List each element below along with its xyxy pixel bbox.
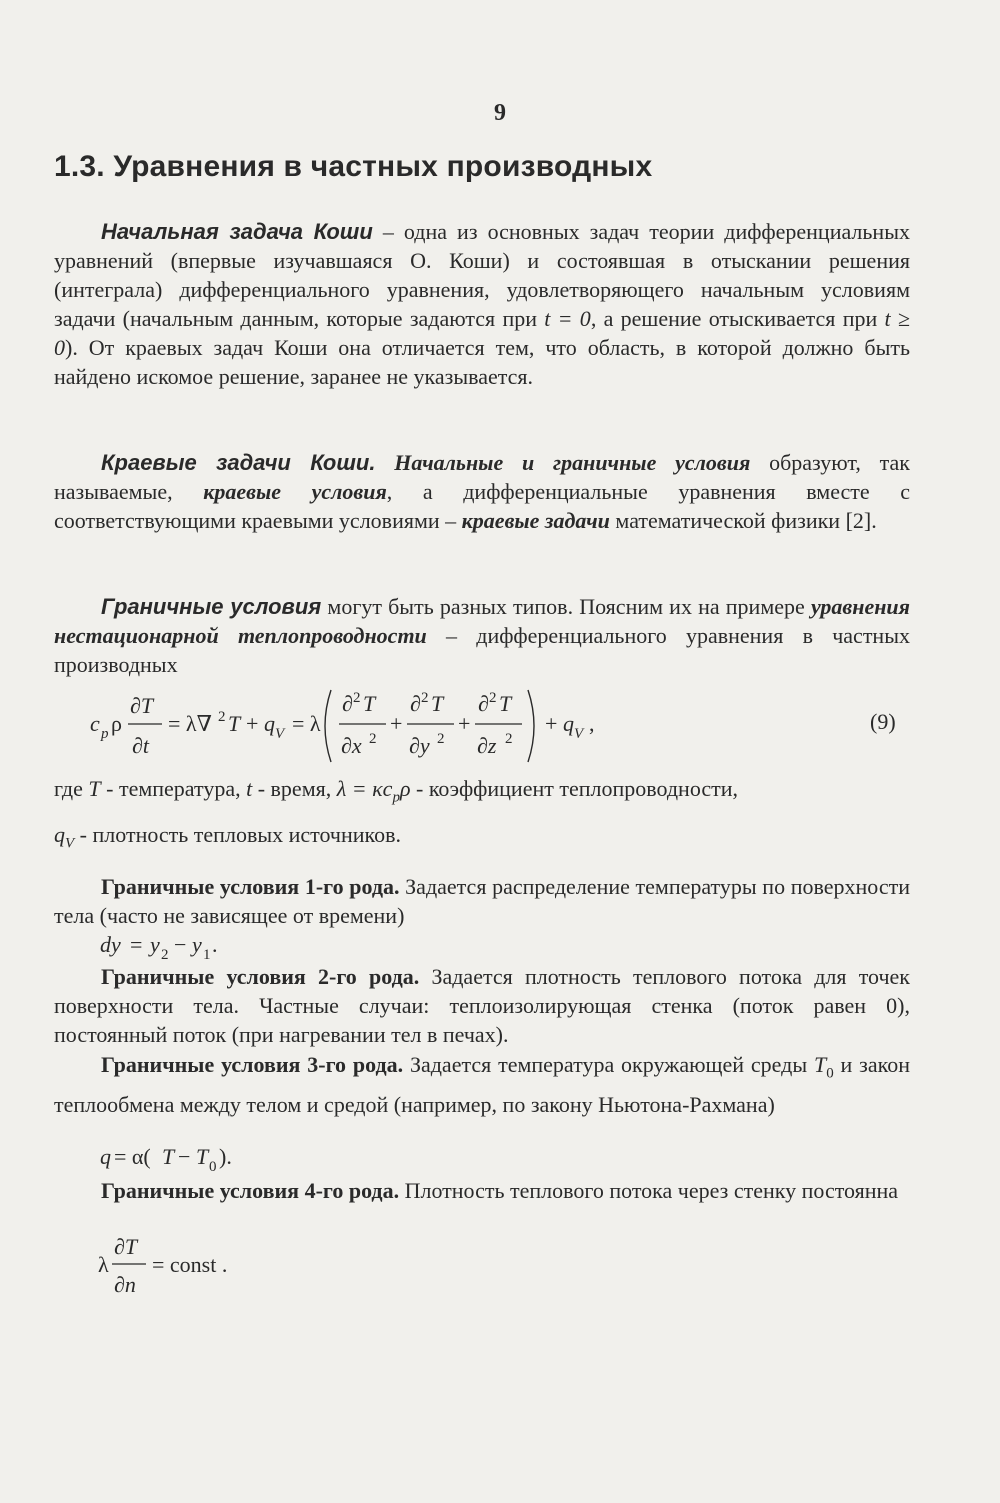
svg-text:+: + bbox=[545, 711, 558, 736]
svg-text:y: y bbox=[150, 932, 160, 957]
svg-text:q: q bbox=[563, 711, 574, 736]
bc2-label: Граничные условия 2-го рода. bbox=[101, 964, 420, 989]
term-boundary-conditions: краевые условия bbox=[203, 479, 387, 504]
term-boundary-conditions-types: Граничные условия bbox=[101, 594, 322, 619]
svg-text:.: . bbox=[212, 932, 218, 957]
term-heat-equation: уравнения нестационарной теплопроводности bbox=[54, 594, 911, 648]
svg-text:λ: λ bbox=[98, 1252, 109, 1277]
svg-text:+: + bbox=[390, 711, 403, 736]
svg-text:dy: dy bbox=[100, 932, 121, 957]
paragraph-bc1: Граничные условия 1-го рода. Задается распределение температуры по поверхности тела (часто не зависящее от времени) bbox=[54, 874, 910, 928]
bc4-label: Граничные условия 4-го рода. bbox=[101, 1178, 400, 1203]
paragraph-boundary-problems: Краевые задачи Коши. Начальные и граничные условия образуют, так называемые, краевые условия, а дифференциальные уравнения вместе с соответствующими краевыми условиями – краевые задачи математической физики [2]. bbox=[54, 450, 911, 533]
paragraph-where: где T - температура, t - время, $\lambda = \kappa c_p\rho$ - коэффициент теплопроводности, $q_V$ - плотность тепловых источников. bbox=[54, 776, 739, 852]
svg-text:1: 1 bbox=[203, 947, 211, 962]
svg-text:p: p bbox=[101, 726, 109, 742]
svg-text:2: 2 bbox=[437, 731, 445, 747]
svg-text:2: 2 bbox=[421, 690, 429, 706]
svg-text:c: c bbox=[90, 711, 100, 736]
svg-text:∂T: ∂T bbox=[114, 1234, 138, 1259]
svg-text:∂x: ∂x bbox=[341, 733, 362, 758]
section-title: 1.3. Уравнения в частных производных bbox=[54, 150, 653, 183]
paragraph-cauchy-initial: Начальная задача Коши – одна из основных задач теории дифференциальных уравнений (впервые изучавшаяся О. Коши) и состоявшая в отыскании решения (интеграла) дифференциального уравнения, удовлетворяющего начальным условиям задачи (начальным данным, которые задаются при t = 0, а решение отыскивается при t ≥ 0). От краевых задач Коши она отличается тем, что область, в которой должно быть найдено искомое решение, заранее не указывается. bbox=[54, 219, 910, 389]
svg-text:= λ∇: = λ∇ bbox=[168, 711, 212, 736]
svg-text:2: 2 bbox=[369, 731, 377, 747]
svg-text:−: − bbox=[178, 1144, 191, 1169]
svg-text:∂n: ∂n bbox=[114, 1272, 136, 1297]
svg-text:V: V bbox=[574, 726, 584, 742]
svg-text:+: + bbox=[458, 711, 471, 736]
svg-text:=: = bbox=[130, 932, 143, 957]
svg-text:∂: ∂ bbox=[478, 691, 489, 716]
formula-const-flux bbox=[98, 1232, 278, 1298]
bc3-label: Граничные условия 3-го рода. bbox=[101, 1052, 404, 1077]
svg-text:∂T: ∂T bbox=[130, 693, 154, 718]
svg-text:+: + bbox=[246, 711, 259, 736]
paragraph-bc2: Граничные условия 2-го рода. Задается плотность теплового потока для точек поверхности тела. Частные случаи: теплоизолирующая стенка (поток равен 0), постоянный поток (при нагревании тел в печах). bbox=[54, 964, 910, 1047]
svg-text:T: T bbox=[363, 691, 376, 716]
equation-number: (9) bbox=[870, 709, 896, 734]
svg-text:T: T bbox=[499, 691, 512, 716]
svg-text:q: q bbox=[264, 711, 275, 736]
svg-text:).: ). bbox=[219, 1144, 232, 1169]
svg-text:∂: ∂ bbox=[410, 691, 421, 716]
paragraph-boundary-conditions: Граничные условия могут быть разных типов. Поясним их на примере уравнения нестационарной теплопроводности – дифференциального уравнения в частных производных bbox=[54, 594, 911, 677]
svg-text:q: q bbox=[100, 1144, 111, 1169]
svg-text:2: 2 bbox=[489, 690, 497, 706]
term-initial-boundary-conditions: Начальные и граничные условия bbox=[394, 450, 751, 475]
heat-equation bbox=[90, 682, 650, 766]
svg-text:∂y: ∂y bbox=[409, 733, 430, 758]
svg-text:∂: ∂ bbox=[342, 691, 353, 716]
svg-text:T: T bbox=[196, 1144, 209, 1169]
svg-text:ρ: ρ bbox=[111, 711, 122, 736]
math-t-zero: t = 0 bbox=[544, 306, 591, 331]
svg-text:= λ: = λ bbox=[292, 711, 321, 736]
svg-text:2: 2 bbox=[353, 690, 361, 706]
svg-text:∂t: ∂t bbox=[132, 733, 149, 758]
svg-text:−: − bbox=[174, 932, 187, 957]
paragraph-bc4: Граничные условия 4-го рода. Плотность теплового потока через стенку постоянна bbox=[101, 1178, 899, 1203]
bc1-label: Граничные условия 1-го рода. bbox=[101, 874, 400, 899]
svg-text:,: , bbox=[589, 711, 595, 736]
svg-text:2: 2 bbox=[161, 947, 169, 962]
term-boundary-cauchy: Краевые задачи Коши. bbox=[101, 450, 376, 475]
svg-text:= α(: = α( bbox=[114, 1144, 151, 1169]
svg-text:2: 2 bbox=[218, 709, 226, 725]
svg-text:0: 0 bbox=[209, 1159, 217, 1174]
formula-dy bbox=[100, 928, 260, 962]
svg-text:2: 2 bbox=[505, 731, 513, 747]
svg-text:= const .: = const . bbox=[152, 1252, 228, 1277]
formula-newton-law bbox=[100, 1140, 280, 1174]
term-boundary-problems: краевые задачи bbox=[461, 508, 610, 533]
svg-text:y: y bbox=[192, 932, 202, 957]
svg-text:V: V bbox=[275, 726, 285, 742]
page-number: 9 bbox=[494, 100, 506, 126]
svg-text:T: T bbox=[162, 1144, 175, 1169]
term-initial-cauchy: Начальная задача Коши bbox=[101, 219, 373, 244]
svg-text:T: T bbox=[431, 691, 444, 716]
svg-text:T: T bbox=[228, 711, 241, 736]
math-t-geq-zero: t ≥ 0 bbox=[54, 306, 910, 360]
svg-text:∂z: ∂z bbox=[477, 733, 497, 758]
paragraph-bc3: Граничные условия 3-го рода. Задается температура окружающей среды $T_0$ и закон теплообмена между телом и средой (например, по закону Ньютона-Рахмана) bbox=[54, 1052, 910, 1118]
